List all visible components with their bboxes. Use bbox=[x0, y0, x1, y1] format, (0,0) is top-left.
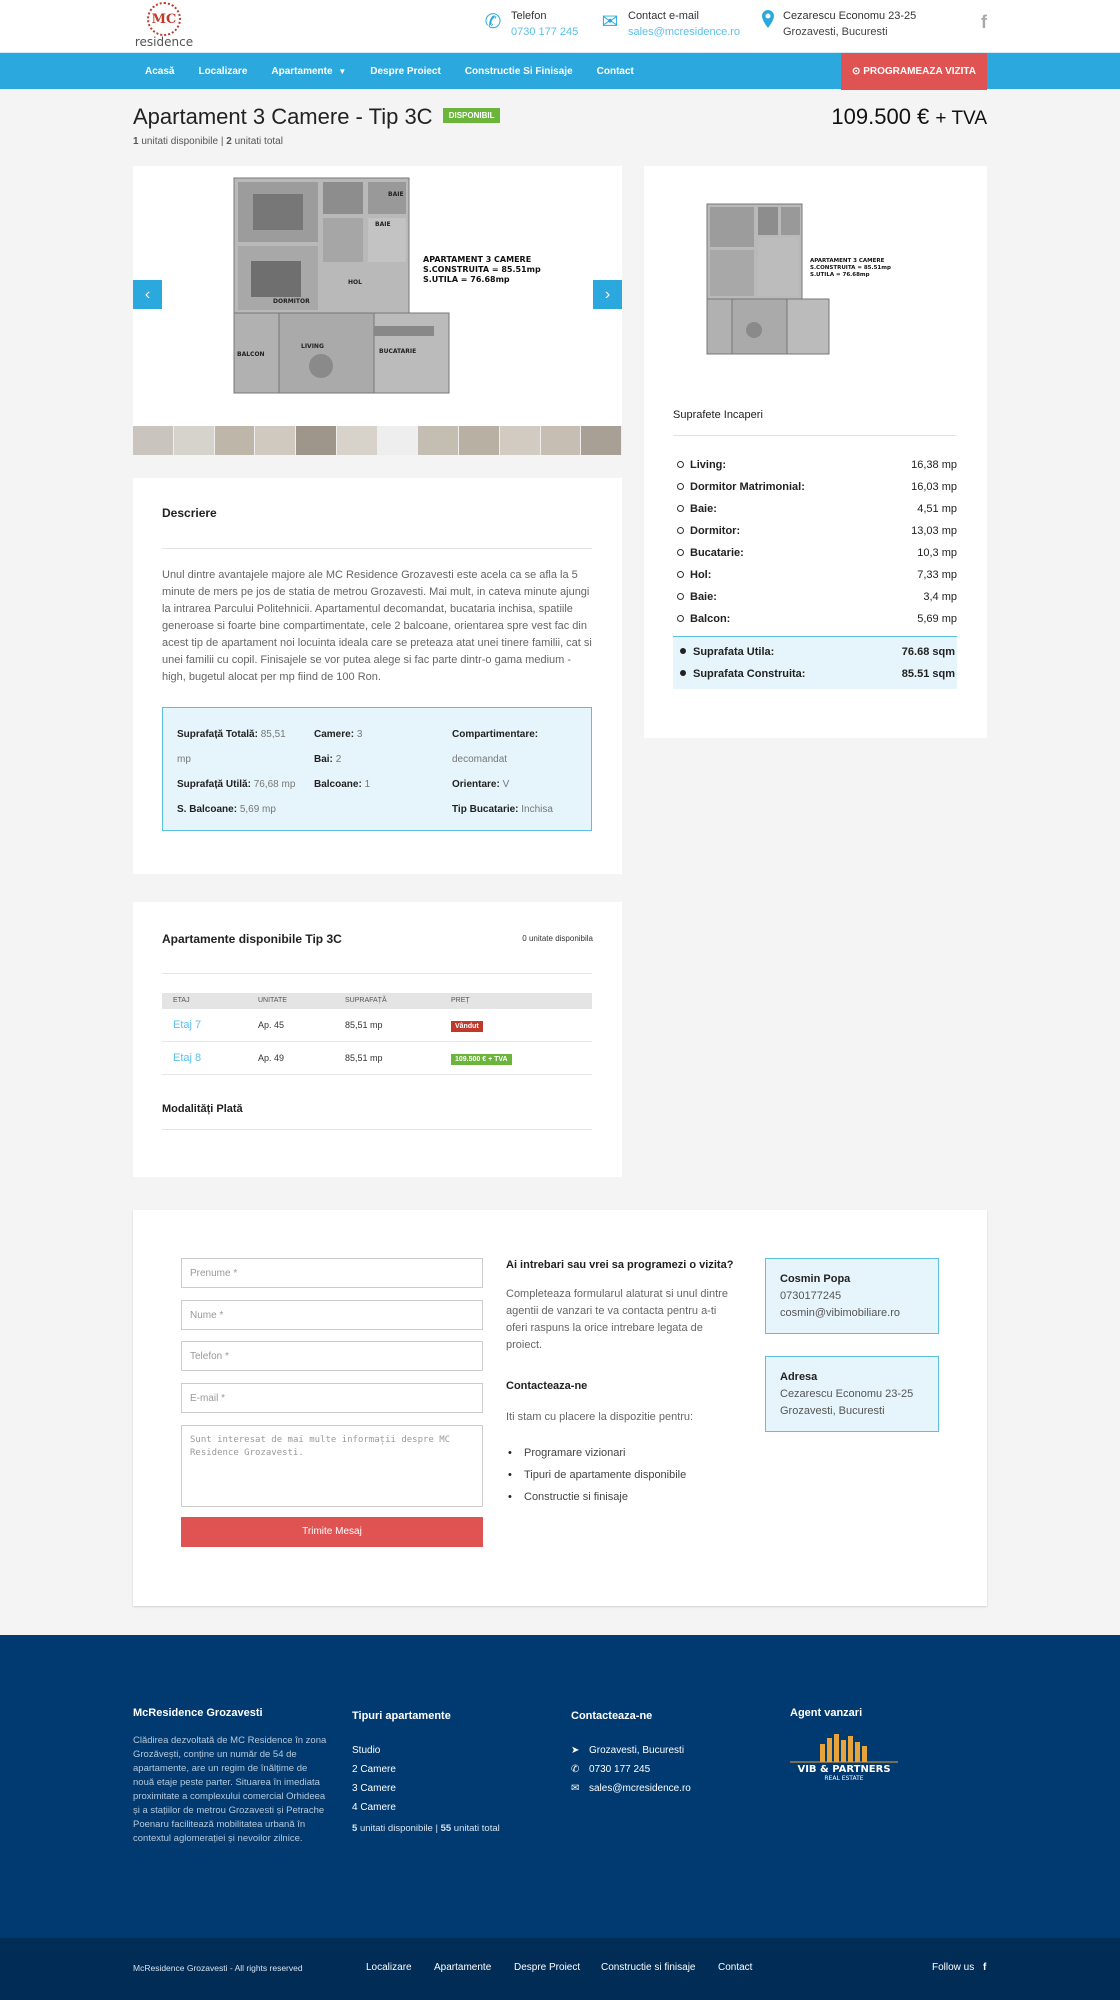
spec-value: 5,69 mp bbox=[239, 804, 276, 815]
fp-useful: S.UTILA = 76.68mp bbox=[423, 275, 510, 284]
divider bbox=[162, 973, 592, 974]
schedule-visit-label: PROGRAMEAZA VIZITA bbox=[863, 66, 976, 77]
vib-logo-sub: REAL ESTATE bbox=[824, 1775, 864, 1782]
last-name-input[interactable]: Nume * bbox=[181, 1300, 483, 1330]
footer-about-text: Clădirea dezvoltată de MC Residence în zona Grozăvești, conține un număr de 54 de apartamente, are un regim de înălțime de nouă etaje peste parter. Situarea în imediata proximitate a complexului comercial Orhideea și a stațiilor de metrou Grozavesti și Petrache Poenaru facilitează mobilitatea urbană în contextul aglomerației și nevoilor zilnice. bbox=[133, 1735, 327, 1844]
total-label: unitati total bbox=[234, 136, 283, 147]
contact-question-text: Completeaza formularul alaturat si unul dintre agentii de vanzari te va contacta pentru a-ti oferi raspuns la orice intrebare legata de proiect. bbox=[506, 1288, 728, 1351]
description-text: Unul dintre avantajele majore ale MC Residence Grozavesti este acela ca se afla la 5 minute de mers pe jos de statia de metrou Grozavesti. Mai mult, in cateva minute ajungi la intrarea Parcului Politehnicii. Apartamentul decomandat, bucataria inchisa, spatiile generoase si foarte bine compartimentate, cele 2 balcoane, orientarea spre vest fac din acest tip de apartament noi locuinta ideala care se preteaza atat unei tinere familii, cat si unei familii cu copil. Finisajele se vor putea alege si fac parte dintr-o gama medium - high, bugetul alocat per mp fiind de 100 Ron. bbox=[162, 569, 592, 683]
total-name: Suprafata Construita: bbox=[693, 668, 806, 680]
footer-agent bbox=[790, 1707, 898, 1784]
follow-label: Follow us bbox=[932, 1962, 975, 1973]
contact-bullets bbox=[506, 1442, 686, 1508]
spec-total-unit: mp bbox=[177, 754, 191, 765]
room-value: 10,3 mp bbox=[917, 547, 957, 559]
list-item bbox=[675, 641, 955, 663]
envelope-icon: ✉ bbox=[571, 1783, 580, 1794]
agent-phone[interactable]: 0730177245 bbox=[780, 1290, 842, 1302]
area-cell: 85,51 mp bbox=[345, 1020, 383, 1030]
phone-icon: ✆ bbox=[571, 1764, 580, 1775]
fp-title: APARTAMENT 3 CAMERE bbox=[810, 258, 885, 264]
gallery-thumbnail[interactable] bbox=[541, 426, 582, 455]
site-footer bbox=[0, 1635, 1120, 1938]
units-table bbox=[162, 993, 592, 1075]
nav-location[interactable]: Localizare bbox=[198, 66, 248, 77]
footer-total-count: 55 bbox=[440, 1823, 452, 1834]
fp-room-label: LIVING bbox=[301, 343, 324, 350]
footer-types bbox=[352, 1707, 500, 1838]
circle-icon bbox=[677, 615, 684, 622]
circle-icon bbox=[677, 571, 684, 578]
spec-value: V bbox=[502, 779, 510, 790]
agent-email[interactable]: cosmin@vibimobiliare.ro bbox=[780, 1307, 900, 1319]
vib-partners-logo[interactable] bbox=[790, 1734, 898, 1784]
footer-type-link[interactable]: Studio bbox=[352, 1745, 381, 1756]
spec-value: Inchisa bbox=[521, 804, 553, 815]
surface-totals bbox=[673, 636, 957, 689]
nav-apartments-label: Apartamente bbox=[271, 66, 333, 77]
footer-agent-title: Agent vanzari bbox=[790, 1707, 863, 1719]
agent-card bbox=[765, 1258, 939, 1334]
logo-mark: MC bbox=[147, 2, 181, 36]
footer-email-text: sales@mcresidence.ro bbox=[589, 1783, 691, 1794]
divider bbox=[673, 435, 957, 436]
spec-value: 76,68 mp bbox=[253, 779, 296, 790]
facebook-icon: f bbox=[983, 1962, 987, 1973]
list-item bbox=[673, 586, 957, 608]
nav-construction[interactable]: Constructie Si Finisaje bbox=[464, 66, 573, 77]
room-name: Living: bbox=[690, 459, 727, 471]
room-value: 16,38 mp bbox=[911, 459, 957, 471]
floorplan-thumbnail[interactable] bbox=[704, 200, 934, 373]
col-floor: ETAJ bbox=[173, 997, 190, 1004]
gallery-thumbnail[interactable] bbox=[378, 426, 419, 455]
floor-link[interactable]: Etaj 8 bbox=[173, 1052, 202, 1064]
send-message-button[interactable]: Trimite Mesaj bbox=[181, 1517, 483, 1547]
room-value: 13,03 mp bbox=[911, 525, 957, 537]
list-item bbox=[673, 608, 957, 630]
price-badge: 109.500 € + TVA bbox=[451, 1054, 512, 1065]
message-textarea[interactable]: Sunt interesat de mai multe informații despre MC Residence Grozavesti. bbox=[181, 1425, 483, 1507]
list-item: • Programare vizionari bbox=[506, 1442, 686, 1464]
footer-type-link[interactable]: 3 Camere bbox=[352, 1783, 396, 1794]
phone-link[interactable]: 0730 177 245 bbox=[511, 26, 579, 38]
floor-link[interactable]: Etaj 7 bbox=[173, 1019, 202, 1031]
gallery-prev-button[interactable] bbox=[133, 280, 162, 309]
spec-value: 3 bbox=[356, 729, 363, 740]
spec-layout-label bbox=[452, 722, 582, 747]
fp-room-label: BAIE bbox=[375, 221, 391, 228]
spec-kitchen bbox=[452, 797, 582, 822]
bottom-link[interactable]: Constructie si finisaje bbox=[601, 1962, 696, 1973]
gallery-thumbnail[interactable] bbox=[174, 426, 215, 455]
image-gallery bbox=[133, 166, 622, 455]
address-line1: Cezarescu Economu 23-25 bbox=[783, 10, 917, 22]
list-item bbox=[673, 542, 957, 564]
fp-room-label: BAIE bbox=[388, 191, 404, 198]
address-line2: Grozavesti, Bucuresti bbox=[783, 26, 888, 38]
status-badge: DISPONIBIL bbox=[443, 108, 501, 123]
clock-icon: ⊙ bbox=[852, 66, 861, 77]
list-item bbox=[673, 520, 957, 542]
footer-contact-title: Contacteaza-ne bbox=[571, 1710, 653, 1722]
col-area: SUPRAFAȚĂ bbox=[345, 997, 387, 1004]
gallery-thumbnail[interactable] bbox=[255, 426, 296, 455]
room-value: 5,69 mp bbox=[917, 613, 957, 625]
fp-room-label: DORMITOR bbox=[273, 298, 310, 305]
room-name: Balcon: bbox=[690, 613, 731, 625]
unit-cell: Ap. 45 bbox=[258, 1020, 285, 1030]
table-row[interactable] bbox=[162, 1042, 592, 1075]
divider bbox=[162, 548, 592, 549]
spec-useful-area bbox=[177, 772, 305, 797]
footer-type-link[interactable]: 2 Camere bbox=[352, 1764, 396, 1775]
list-item bbox=[673, 454, 957, 476]
footer-type-link[interactable]: 4 Camere bbox=[352, 1802, 396, 1813]
follow-us[interactable] bbox=[932, 1962, 986, 1973]
spec-label: Tip Bucatarie: bbox=[452, 804, 519, 815]
spec-label: Camere: bbox=[314, 729, 355, 740]
spec-label: S. Balcoane: bbox=[177, 804, 238, 815]
available-count: 1 bbox=[133, 136, 139, 147]
unit-cell: Ap. 49 bbox=[258, 1053, 285, 1063]
units-count: 0 unitate disponibila bbox=[522, 934, 593, 943]
list-item bbox=[673, 498, 957, 520]
agent-name: Cosmin Popa bbox=[780, 1273, 851, 1285]
total-name: Suprafata Utila: bbox=[693, 646, 775, 658]
circle-icon bbox=[677, 461, 684, 468]
room-value: 3,4 mp bbox=[923, 591, 957, 603]
footer-address bbox=[571, 1741, 691, 1760]
chevron-down-icon: ▼ bbox=[338, 67, 347, 76]
surfaces-card bbox=[644, 166, 987, 738]
gallery-thumbnail[interactable] bbox=[581, 426, 622, 455]
contact-section bbox=[133, 1210, 987, 1606]
chevron-left-icon: ‹ bbox=[144, 286, 151, 303]
fp-built: S.CONSTRUITA = 85.51mp bbox=[810, 265, 891, 271]
circle-icon bbox=[677, 505, 684, 512]
spec-total-area bbox=[177, 722, 305, 747]
facebook-icon[interactable]: f bbox=[981, 12, 987, 32]
gallery-thumbnail[interactable] bbox=[418, 426, 459, 455]
spec-label: Balcoane: bbox=[314, 779, 362, 790]
description-card bbox=[133, 478, 622, 874]
location-arrow-icon: ➤ bbox=[571, 1745, 580, 1756]
list-item bbox=[673, 476, 957, 498]
envelope-icon: ✉ bbox=[601, 11, 619, 33]
col-unit: UNITATE bbox=[258, 997, 287, 1004]
address-title: Adresa bbox=[780, 1371, 818, 1383]
gallery-thumbnail[interactable] bbox=[296, 426, 337, 455]
spec-balconies bbox=[314, 772, 439, 797]
footer-types-title: Tipuri apartamente bbox=[352, 1710, 451, 1722]
footer-about bbox=[133, 1707, 329, 1846]
footer-address-text: Grozavesti, Bucuresti bbox=[589, 1745, 685, 1756]
payment-heading: Modalități Plată bbox=[162, 1103, 243, 1115]
spec-label: Orientare: bbox=[452, 779, 500, 790]
spec-orientation bbox=[452, 772, 582, 797]
gallery-thumbnail[interactable] bbox=[215, 426, 256, 455]
nav-about[interactable]: Despre Proiect bbox=[370, 66, 441, 77]
chevron-right-icon: › bbox=[604, 286, 611, 303]
spec-balcony-area bbox=[177, 797, 305, 822]
units-heading: Apartamente disponibile Tip 3C bbox=[162, 932, 342, 946]
total-count: 2 bbox=[226, 136, 232, 147]
first-name-input[interactable]: Prenume * bbox=[181, 1258, 483, 1288]
footer-email[interactable] bbox=[571, 1779, 691, 1798]
surfaces-heading: Suprafete Incaperi bbox=[673, 409, 763, 421]
room-name: Dormitor Matrimonial: bbox=[690, 481, 805, 493]
address-line1: Cezarescu Economu 23-25 bbox=[780, 1388, 914, 1400]
room-value: 16,03 mp bbox=[911, 481, 957, 493]
circle-icon bbox=[677, 527, 684, 534]
list-item: • Constructie si finisaje bbox=[506, 1486, 686, 1508]
phone-input[interactable]: Telefon * bbox=[181, 1341, 483, 1371]
spec-baths bbox=[314, 747, 439, 772]
footer-about-title: McResidence Grozavesti bbox=[133, 1707, 263, 1719]
room-value: 4,51 mp bbox=[917, 503, 957, 515]
divider bbox=[162, 1129, 592, 1130]
footer-total-label: unitati total bbox=[453, 1823, 500, 1834]
rooms-list bbox=[673, 454, 957, 689]
room-value: 7,33 mp bbox=[917, 569, 957, 581]
available-label: unitati disponibile | bbox=[141, 136, 224, 147]
fp-room-label: BUCATARIE bbox=[379, 348, 417, 355]
footer-contact bbox=[571, 1707, 691, 1798]
gallery-thumbnail[interactable] bbox=[337, 426, 378, 455]
spec-value: 1 bbox=[364, 779, 371, 790]
bullet-icon bbox=[680, 648, 686, 654]
fp-room-label: HOL bbox=[348, 279, 362, 286]
contact-question-title: Ai intrebari sau vrei sa programezi o vizita? bbox=[506, 1259, 734, 1271]
sold-badge: Vândut bbox=[451, 1021, 483, 1032]
spec-rooms bbox=[314, 722, 439, 747]
price-value: 109.500 € bbox=[831, 104, 930, 129]
spec-value: 85,51 bbox=[260, 729, 286, 740]
spec-label: Bai: bbox=[314, 754, 333, 765]
list-item: • Tipuri de apartamente disponibile bbox=[506, 1464, 686, 1486]
spec-value: 2 bbox=[335, 754, 342, 765]
bottom-link[interactable]: Localizare bbox=[366, 1962, 412, 1973]
list-item bbox=[675, 663, 955, 685]
bullet-icon bbox=[680, 670, 686, 676]
contact-title: Contacteaza-ne bbox=[506, 1380, 588, 1392]
spec-label: Suprafață Totală: bbox=[177, 729, 258, 740]
footer-phone[interactable] bbox=[571, 1760, 691, 1779]
email-label: Contact e-mail bbox=[628, 10, 699, 22]
footer-units-summary bbox=[352, 1819, 500, 1838]
footer-avail-label: unitati disponibile | bbox=[359, 1823, 438, 1834]
logo-text: residence bbox=[134, 35, 194, 49]
fp-useful: S.UTILA = 76.68mp bbox=[810, 272, 870, 278]
table-row[interactable] bbox=[162, 1009, 592, 1042]
area-cell: 85,51 mp bbox=[345, 1053, 383, 1063]
spec-layout-value: decomandat bbox=[452, 754, 508, 765]
address-card bbox=[765, 1356, 939, 1432]
nav-home[interactable]: Acasă bbox=[145, 66, 175, 77]
bottom-link[interactable]: Contact bbox=[718, 1962, 753, 1973]
phone-label: Telefon bbox=[511, 10, 547, 22]
col-price: PREȚ bbox=[451, 997, 470, 1004]
address-line2: Grozavesti, Bucuresti bbox=[780, 1405, 885, 1417]
specs-box bbox=[162, 707, 592, 831]
total-value: 85.51 sqm bbox=[901, 668, 955, 680]
total-value: 76.68 sqm bbox=[901, 646, 955, 658]
table-header bbox=[162, 993, 592, 1009]
room-name: Bucatarie: bbox=[690, 547, 744, 559]
room-name: Dormitor: bbox=[690, 525, 741, 537]
gallery-thumbnail[interactable] bbox=[133, 426, 174, 455]
bottom-link[interactable]: Despre Proiect bbox=[514, 1962, 581, 1973]
price-suffix: + TVA bbox=[935, 108, 987, 129]
nav-contact[interactable]: Contact bbox=[596, 66, 634, 77]
email-input[interactable]: E-mail * bbox=[181, 1383, 483, 1413]
gallery-thumbnail[interactable] bbox=[459, 426, 500, 455]
bottom-bar bbox=[0, 1938, 1120, 2000]
available-units-card bbox=[133, 902, 622, 1177]
email-link[interactable]: sales@mcresidence.ro bbox=[628, 26, 741, 38]
circle-icon bbox=[677, 549, 684, 556]
copyright: McResidence Grozavesti - All rights reserved bbox=[133, 1963, 303, 1973]
gallery-next-button[interactable] bbox=[593, 280, 622, 309]
vib-logo-text: VIB & PARTNERS bbox=[797, 1764, 891, 1775]
spec-label: Compartimentare: bbox=[452, 729, 539, 740]
spec-label: Suprafață Utilă: bbox=[177, 779, 251, 790]
phone-icon: ✆ bbox=[484, 11, 502, 33]
fp-title: APARTAMENT 3 CAMERE bbox=[423, 255, 532, 264]
listing-title: Apartament 3 Camere - Tip 3C bbox=[133, 104, 433, 129]
bottom-link[interactable]: Apartamente bbox=[434, 1962, 492, 1973]
room-name: Baie: bbox=[690, 503, 717, 515]
footer-phone-text: 0730 177 245 bbox=[589, 1764, 651, 1775]
list-item bbox=[673, 564, 957, 586]
room-name: Hol: bbox=[690, 569, 712, 581]
description-heading: Descriere bbox=[162, 506, 217, 520]
room-name: Baie: bbox=[690, 591, 717, 603]
fp-room-label: BALCON bbox=[237, 351, 265, 358]
contact-text: Iti stam cu placere la dispozitie pentru: bbox=[506, 1411, 694, 1423]
circle-icon bbox=[677, 483, 684, 490]
gallery-thumbnails bbox=[133, 426, 622, 455]
footer-avail-count: 5 bbox=[352, 1823, 358, 1834]
fp-built: S.CONSTRUITA = 85.51mp bbox=[423, 265, 541, 274]
circle-icon bbox=[677, 593, 684, 600]
floorplan-image[interactable] bbox=[133, 166, 622, 426]
gallery-thumbnail[interactable] bbox=[500, 426, 541, 455]
